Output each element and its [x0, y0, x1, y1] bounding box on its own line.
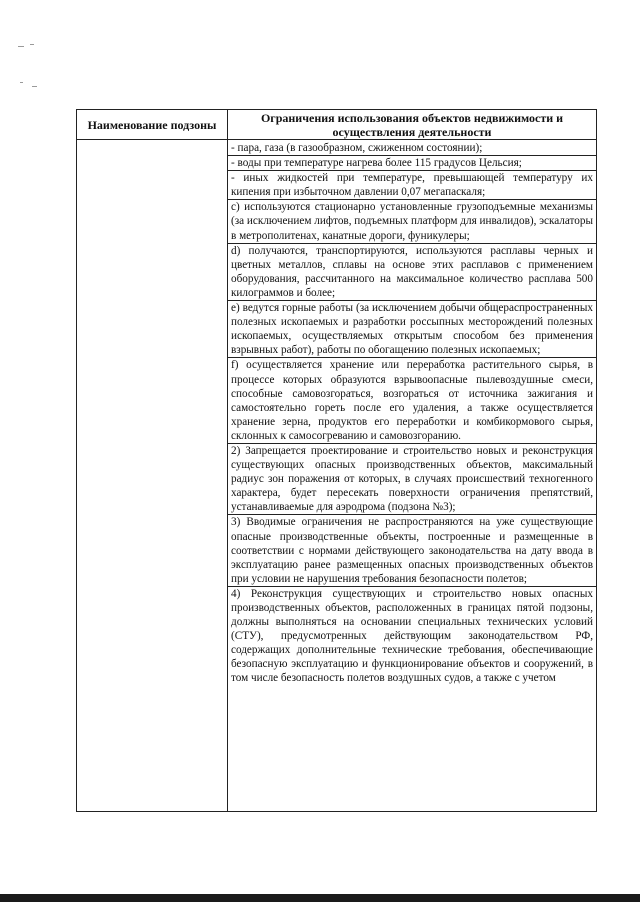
scan-speck	[18, 46, 24, 47]
paragraph: - иных жидкостей при температуре, превышающей температуру их кипения при избыточном давлении 0,07 мегапаскаля;	[231, 172, 593, 199]
table-row	[77, 140, 597, 812]
header-subzone-name: Наименование подзоны	[77, 110, 228, 140]
restrictions-table	[76, 109, 597, 812]
paragraph: f) осуществляется хранение или переработка растительного сырья, в процессе которых образуются взрывоопасные пылевоздушные смеси, способные самовозгораться, возгораться от источника зажигания и самостоятельно гореть после его удаления, а также осуществляется хранение зерна, продуктов его переработки и комбикормового сырья, склонных к самосогреванию и самовозгоранию.	[231, 359, 593, 442]
restrictions-cell	[228, 140, 597, 812]
header-restrictions: Ограничения использования объектов недвижимости и осуществления деятельности	[228, 110, 597, 140]
paragraph: - пара, газа (в газообразном, сжиженном состоянии);	[231, 142, 483, 154]
scan-speck	[20, 82, 23, 83]
paragraph: d) получаются, транспортируются, используются расплавы черных и цветных металлов, сплавы на основе этих расплавов с применением оборудования, рассчитанного на максимальное количество расплава 500 килограммов и более;	[231, 244, 593, 299]
paragraph: 2) Запрещается проектирование и строительство новых и реконструкция существующих опасных производственных объектов, максимальный радиус зон поражения от которых, в случаях происшествий техногенного характера, будет пересекать поверхности ограничения препятствий, устанавливаемые для аэродрома (подзона №3);	[231, 444, 593, 514]
scan-speck	[30, 44, 34, 45]
paragraph: c) используются стационарно установленные грузоподъемные механизмы (за исключением лифтов, подъемных платформ для инвалидов), эскалаторы в метрополитенах, канатные дороги, фуникулеры;	[231, 201, 593, 242]
scan-speck	[32, 86, 37, 87]
subzone-name-cell	[77, 140, 228, 812]
paragraph: 3) Вводимые ограничения не распространяются на уже существующие опасные производственные объекты, построенные и размещенные в соответствии с нормами действующего законодательства на дату ввода в эксплуатацию ранее размещенных опасных производственных объектов при условии не нарушения требования безопасности полетов;	[231, 516, 593, 585]
paragraph: 4) Реконструкция существующих и строительство новых опасных производственных объектов, расположенных в границах пятой подзоны, должны выполняться на основании специальных технических условий (СТУ), предусмотренных действующим законодательством РФ, содержащих дополнительные технические требования, обеспечивающие безопасную эксплуатацию и функционирование объектов и сооружений, в том числе безопасность полетов воздушных судов, а также с учетом	[231, 587, 593, 685]
paragraph: e) ведутся горные работы (за исключением добычи общераспространенных полезных ископаемых и разработки россыпных месторождений полезных ископаемых, осуществляемых открытым способом без применения взрывных работ), работы по обогащению полезных ископаемых;	[231, 302, 593, 357]
scan-bottom-edge	[0, 894, 640, 902]
paragraph: - воды при температуре нагрева более 115 градусов Цельсия;	[231, 157, 522, 170]
table-header-row	[77, 110, 597, 140]
